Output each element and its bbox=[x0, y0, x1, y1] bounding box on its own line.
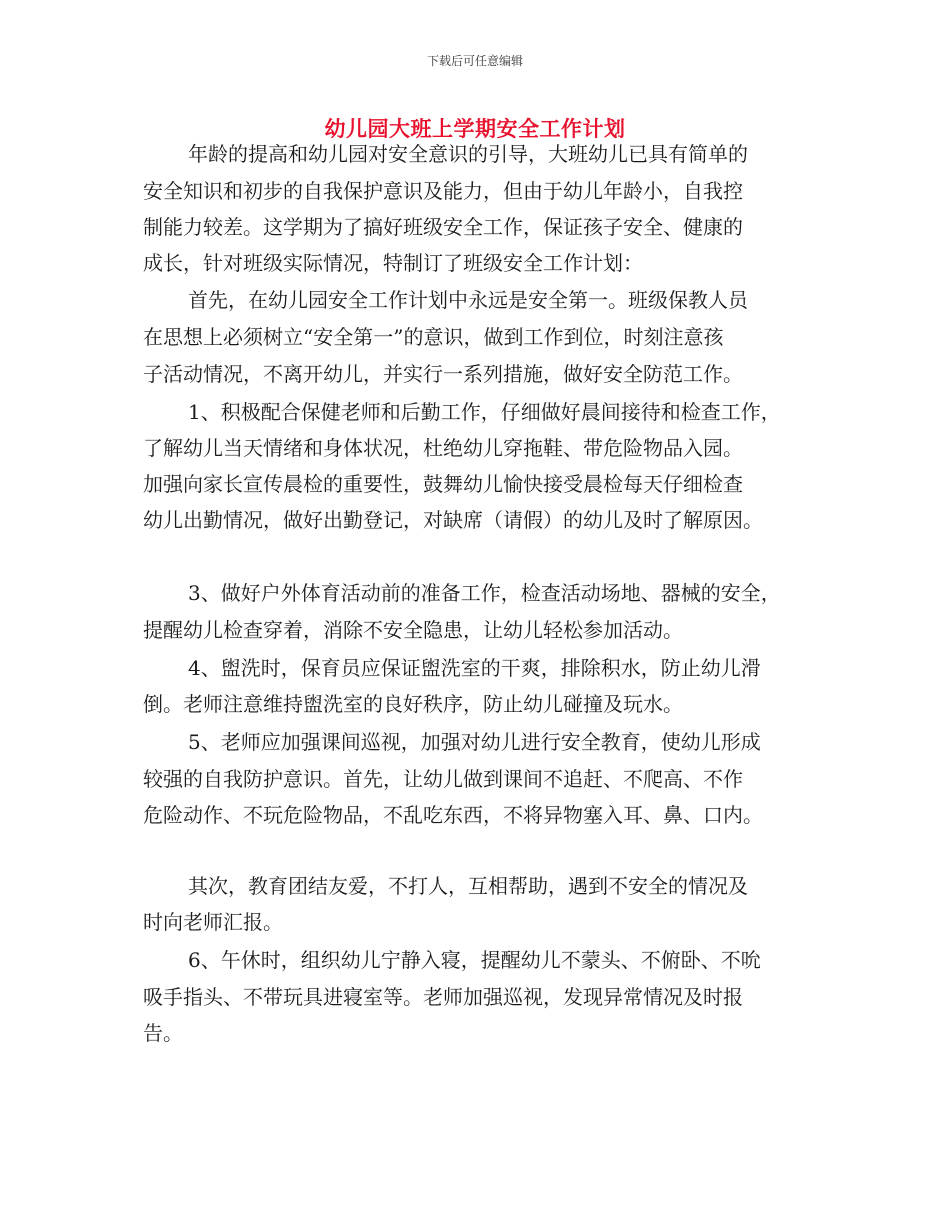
header-note: 下载后可任意编辑 bbox=[426, 54, 523, 68]
paragraph-line: 4、盥洗时，保育员应保证盥洗室的干爽，排除积水，防止幼儿滑 bbox=[188, 656, 761, 680]
paragraph-line: 年龄的提高和幼儿园对安全意识的引导，大班幼儿已具有简单的 bbox=[188, 142, 748, 166]
paragraph-line: 时向老师汇报。 bbox=[143, 910, 283, 934]
paragraph-line: 首先，在幼儿园安全工作计划中永远是安全第一。班级保教人员 bbox=[188, 288, 748, 312]
paragraph-line: 在思想上必须树立“安全第一”的意识，做到工作到位，时刻注意孩 bbox=[143, 325, 724, 349]
paragraph-line: 了解幼儿当天情绪和身体状况，杜绝幼儿穿拖鞋、带危险物品入园。 bbox=[143, 436, 743, 460]
paragraph-line: 其次，教育团结友爱，不打人，互相帮助，遇到不安全的情况及 bbox=[188, 874, 748, 898]
paragraph-line: 成长，针对班级实际情况，特制订了班级安全工作计划： bbox=[143, 251, 643, 275]
paragraph-line: 吸手指头、不带玩具进寝室等。老师加强巡视，发现异常情况及时报 bbox=[143, 985, 743, 1009]
paragraph-line: 1、积极配合保健老师和后勤工作，仔细做好晨间接待和检查工作， bbox=[188, 400, 781, 424]
paragraph-line: 幼儿出勤情况，做好出勤登记，对缺席（请假）的幼儿及时了解原因。 bbox=[143, 508, 763, 532]
paragraph-line: 安全知识和初步的自我保护意识及能力，但由于幼儿年龄小，自我控 bbox=[143, 179, 743, 203]
paragraph-line: 较强的自我防护意识。首先，让幼儿做到课间不追赶、不爬高、不作 bbox=[143, 767, 743, 791]
paragraph-line: 提醒幼儿检查穿着，消除不安全隐患，让幼儿轻松参加活动。 bbox=[143, 618, 683, 642]
paragraph-line: 告。 bbox=[143, 1021, 183, 1045]
paragraph-line: 5、老师应加强课间巡视，加强对幼儿进行安全教育，使幼儿形成 bbox=[188, 730, 761, 754]
paragraph-line: 子活动情况，不离开幼儿，并实行一系列措施，做好安全防范工作。 bbox=[143, 362, 743, 386]
paragraph-line: 6、午休时，组织幼儿宁静入寝，提醒幼儿不蒙头、不俯卧、不吮 bbox=[188, 948, 761, 972]
paragraph-line: 制能力较差。这学期为了搞好班级安全工作，保证孩子安全、健康的 bbox=[143, 215, 743, 239]
paragraph-line: 倒。老师注意维持盥洗室的良好秩序，防止幼儿碰撞及玩水。 bbox=[143, 692, 683, 716]
paragraph-line: 危险动作、不玩危险物品，不乱吃东西，不将异物塞入耳、鼻、口内。 bbox=[143, 803, 763, 827]
paragraph-line: 加强向家长宣传晨检的重要性，鼓舞幼儿愉快接受晨检每天仔细检查 bbox=[143, 472, 743, 496]
document-title: 幼儿园大班上学期安全工作计划 bbox=[324, 116, 626, 141]
paragraph-line: 3、做好户外体育活动前的准备工作，检查活动场地、器械的安全， bbox=[188, 581, 781, 605]
